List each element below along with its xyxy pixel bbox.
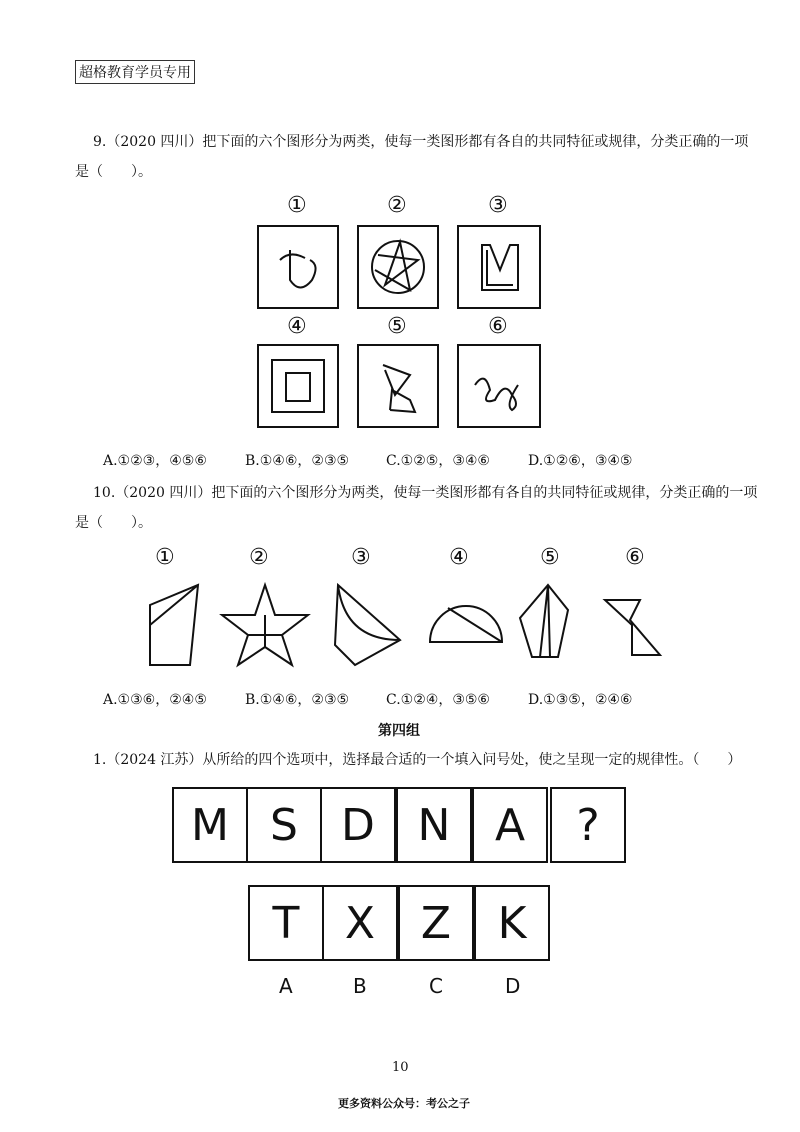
question-mark-cell: ?: [550, 787, 626, 863]
footer-text: 更多资料公众号：考公之子: [338, 1097, 470, 1110]
q10-option-b: B.①④⑥，②③⑤: [245, 692, 350, 708]
choice-d-label: D: [505, 974, 521, 998]
q10-label-2: ②: [249, 545, 269, 570]
q9-figure-grid: [250, 220, 550, 435]
choice-d-cell: K: [474, 885, 550, 961]
section-title: 第四组: [378, 723, 420, 739]
q9-label-4: ④: [287, 314, 307, 339]
sequence-cell: S: [246, 787, 322, 863]
q10-label-1: ①: [155, 545, 175, 570]
q9-label-3: ③: [488, 193, 508, 218]
q10-option-d: D.①③⑤，②④⑥: [528, 692, 633, 708]
sequence-cell: N: [396, 787, 472, 863]
q9-option-c: C.①②⑤，③④⑥: [386, 453, 490, 469]
header-stamp: 超格教育学员专用: [75, 60, 195, 84]
q10-option-c: C.①②④，③⑤⑥: [386, 692, 490, 708]
choice-b-cell: X: [322, 885, 398, 961]
page-number: 10: [392, 1060, 409, 1075]
q9-option-b: B.①④⑥，②③⑤: [245, 453, 350, 469]
q9-text: 9.（2020 四川）把下面的六个图形分为两类，使每一类图形都有各自的共同特征或规律，分类正确的一项: [93, 134, 749, 150]
g4q1-text: 1.（2024 江苏）从所给的四个选项中，选择最合适的一个填入问号处，使之呈现一定的规律性。（ ）: [93, 752, 742, 768]
q10-shapes: [140, 580, 670, 670]
q10-label-5: ⑤: [540, 545, 560, 570]
sequence-cell: M: [172, 787, 248, 863]
q9-label-5: ⑤: [387, 314, 407, 339]
sequence-cell: A: [472, 787, 548, 863]
q10-label-3: ③: [351, 545, 371, 570]
q9-label-2: ②: [387, 193, 407, 218]
choice-a-label: A: [279, 974, 293, 998]
q9-label-6: ⑥: [488, 314, 508, 339]
q10-text: 10.（2020 四川）把下面的六个图形分为两类，使每一类图形都有各自的共同特征或规律，分类正确的一项: [93, 485, 758, 501]
q10-option-a: A.①③⑥，②④⑤: [103, 692, 207, 708]
choice-a-cell: T: [248, 885, 324, 961]
q10-label-6: ⑥: [625, 545, 645, 570]
sequence-cell: D: [320, 787, 396, 863]
choice-c-label: C: [429, 974, 443, 998]
q10-label-4: ④: [449, 545, 469, 570]
q10-text-cont: 是（ ）。: [75, 515, 152, 531]
choice-c-cell: Z: [398, 885, 474, 961]
q9-label-1: ①: [287, 193, 307, 218]
q9-text-cont: 是（ ）。: [75, 164, 152, 180]
q9-option-a: A.①②③，④⑤⑥: [103, 453, 207, 469]
choice-b-label: B: [353, 974, 367, 998]
q9-option-d: D.①②⑥，③④⑤: [528, 453, 633, 469]
